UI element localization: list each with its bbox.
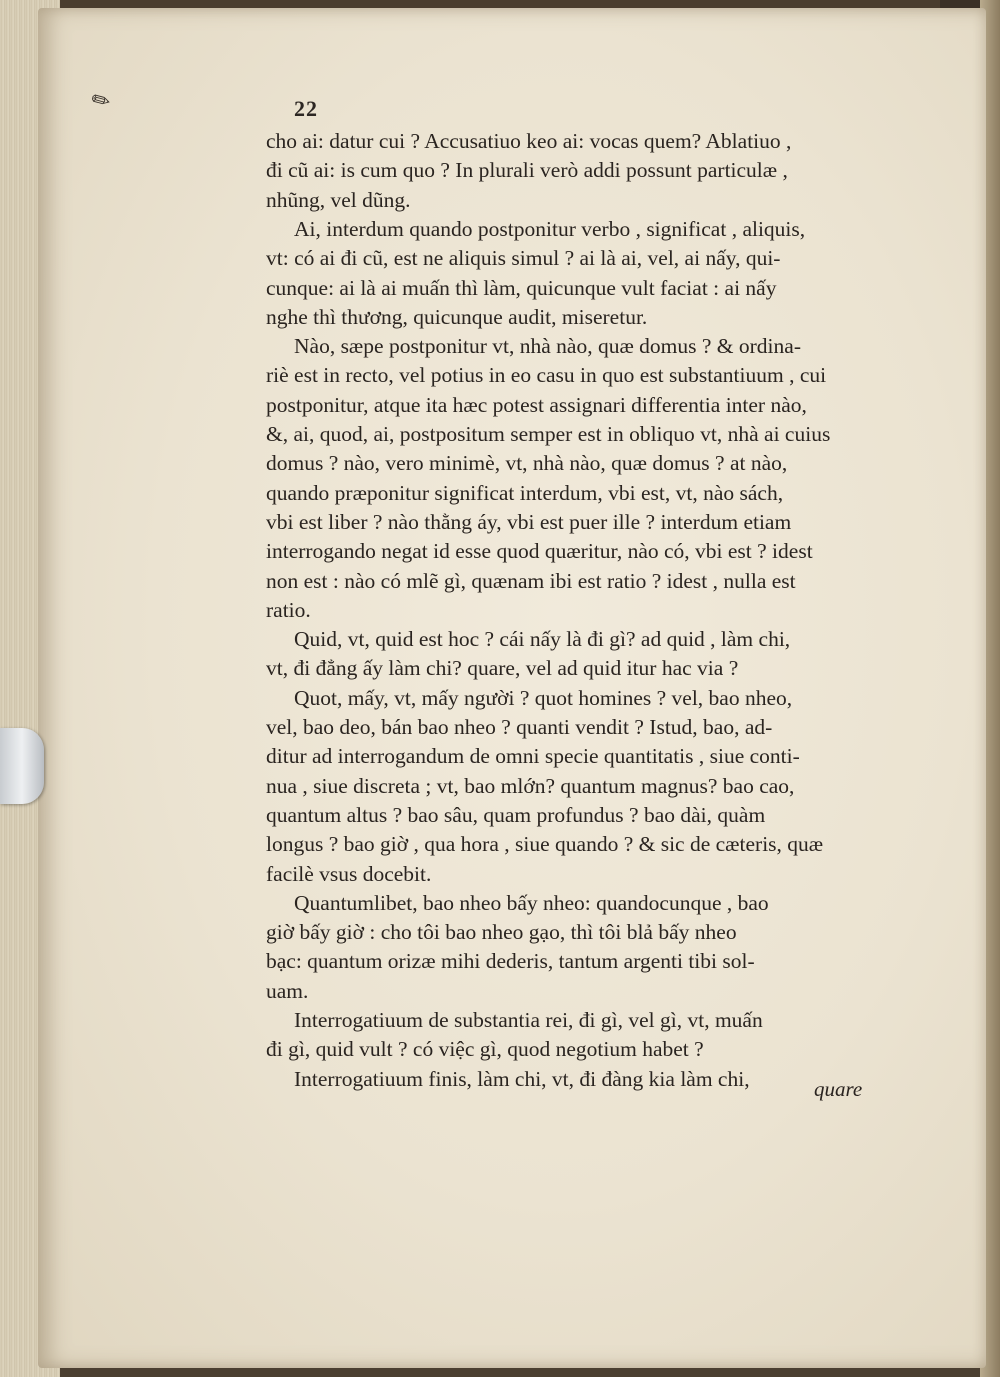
text-line: riè est in recto, vel potius in eo casu in quo est substantiuum , cui: [266, 363, 827, 388]
page-number: 22: [294, 96, 318, 121]
text-line: &, ai, quod, ai, postpositum semper est in obliquo vt, nhà ai cuius: [266, 422, 831, 446]
text-line: nhũng, vel dũng.: [266, 187, 411, 212]
catchword: quare: [814, 1077, 863, 1101]
text-line: bạc: quantum orizæ mihi dederis, tantum argenti tibi sol-: [266, 949, 755, 974]
text-line: Ai, interdum quando postponitur verbo , significat , aliquis,: [294, 216, 806, 241]
text-line: quando præponitur significat interdum, vbi est, vt, nào sách,: [266, 480, 784, 505]
text-line: Nào, sæpe postponitur vt, nhà nào, quæ domus ? & ordina-: [294, 334, 801, 359]
text-line: Interrogatiuum finis, làm chi, vt, đi đàng kia làm chi,: [294, 1066, 750, 1091]
margin-mark: ✎: [86, 85, 116, 117]
text-line: vbi est liber ? nào thằng áy, vbi est puer ille ? interdum etiam: [266, 509, 792, 534]
text-line: vt, đi đẳng ấy làm chi? quare, vel ad quid itur hac via ?: [266, 656, 739, 681]
text-line: facilè vsus docebit.: [266, 861, 432, 886]
text-line: ratio.: [266, 597, 311, 622]
text-line: Quantumlibet, bao nheo bấy nheo: quandocunque , bao: [294, 890, 769, 915]
text-line: longus ? bao giờ , qua hora , siue quando ? & sic de cæteris, quæ: [266, 832, 824, 857]
text-line: vel, bao deo, bán bao nheo ? quanti vendit ? Istud, bao, ad-: [266, 715, 773, 739]
text-line: Interrogatiuum de substantia rei, đi gì, vel gì, vt, muấn: [294, 1008, 763, 1032]
text-line: Quid, vt, quid est hoc ? cái nấy là đi gì? ad quid , làm chi,: [294, 627, 791, 652]
text-line: giờ bấy giờ : cho tôi bao nheo gạo, thì tôi blả bấy nheo: [266, 920, 737, 945]
page-clip: [0, 728, 44, 804]
text-line: nghe thì thương, quicunque audit, miseretur.: [266, 304, 648, 329]
text-line: nua , siue discreta ; vt, bao mlớn? quantum magnus? bao cao,: [266, 773, 795, 798]
text-line: Quot, mấy, vt, mấy người ? quot homines ? vel, bao nheo,: [294, 685, 793, 710]
text-line: đi cũ ai: is cum quo ? In plurali verò addi possunt particulæ ,: [266, 158, 788, 183]
text-line: non est : nào có mlẽ gì, quænam ibi est ratio ? idest , nulla est: [266, 568, 796, 593]
text-line: vt: có ai đi cũ, est ne aliquis simul ? ai là ai, vel, ai nấy, qui-: [266, 246, 781, 271]
text-line: cunque: ai là ai muấn thì làm, quicunque vult faciat : ai nấy: [266, 275, 777, 300]
text-line: interrogando negat id esse quod quæritur, nào có, vbi est ? idest: [266, 539, 813, 564]
text-line: ditur ad interrogandum de omni specie quantitatis , siue conti-: [266, 744, 800, 769]
text-line: cho ai: datur cui ? Accusatiuo keo ai: vocas quem? Ablatiuo ,: [266, 129, 792, 153]
text-line: postponitur, atque ita hæc potest assignari differentia inter nào,: [266, 392, 807, 417]
text-line: quantum altus ? bao sâu, quam profundus ? bao dài, quàm: [266, 802, 766, 827]
text-line: domus ? nào, vero minimè, vt, nhà nào, quæ domus ? at nào,: [266, 451, 788, 476]
text-line: đi gì, quid vult ? có việc gì, quod negotium habet ?: [266, 1037, 704, 1062]
text-line: uam.: [266, 978, 309, 1003]
